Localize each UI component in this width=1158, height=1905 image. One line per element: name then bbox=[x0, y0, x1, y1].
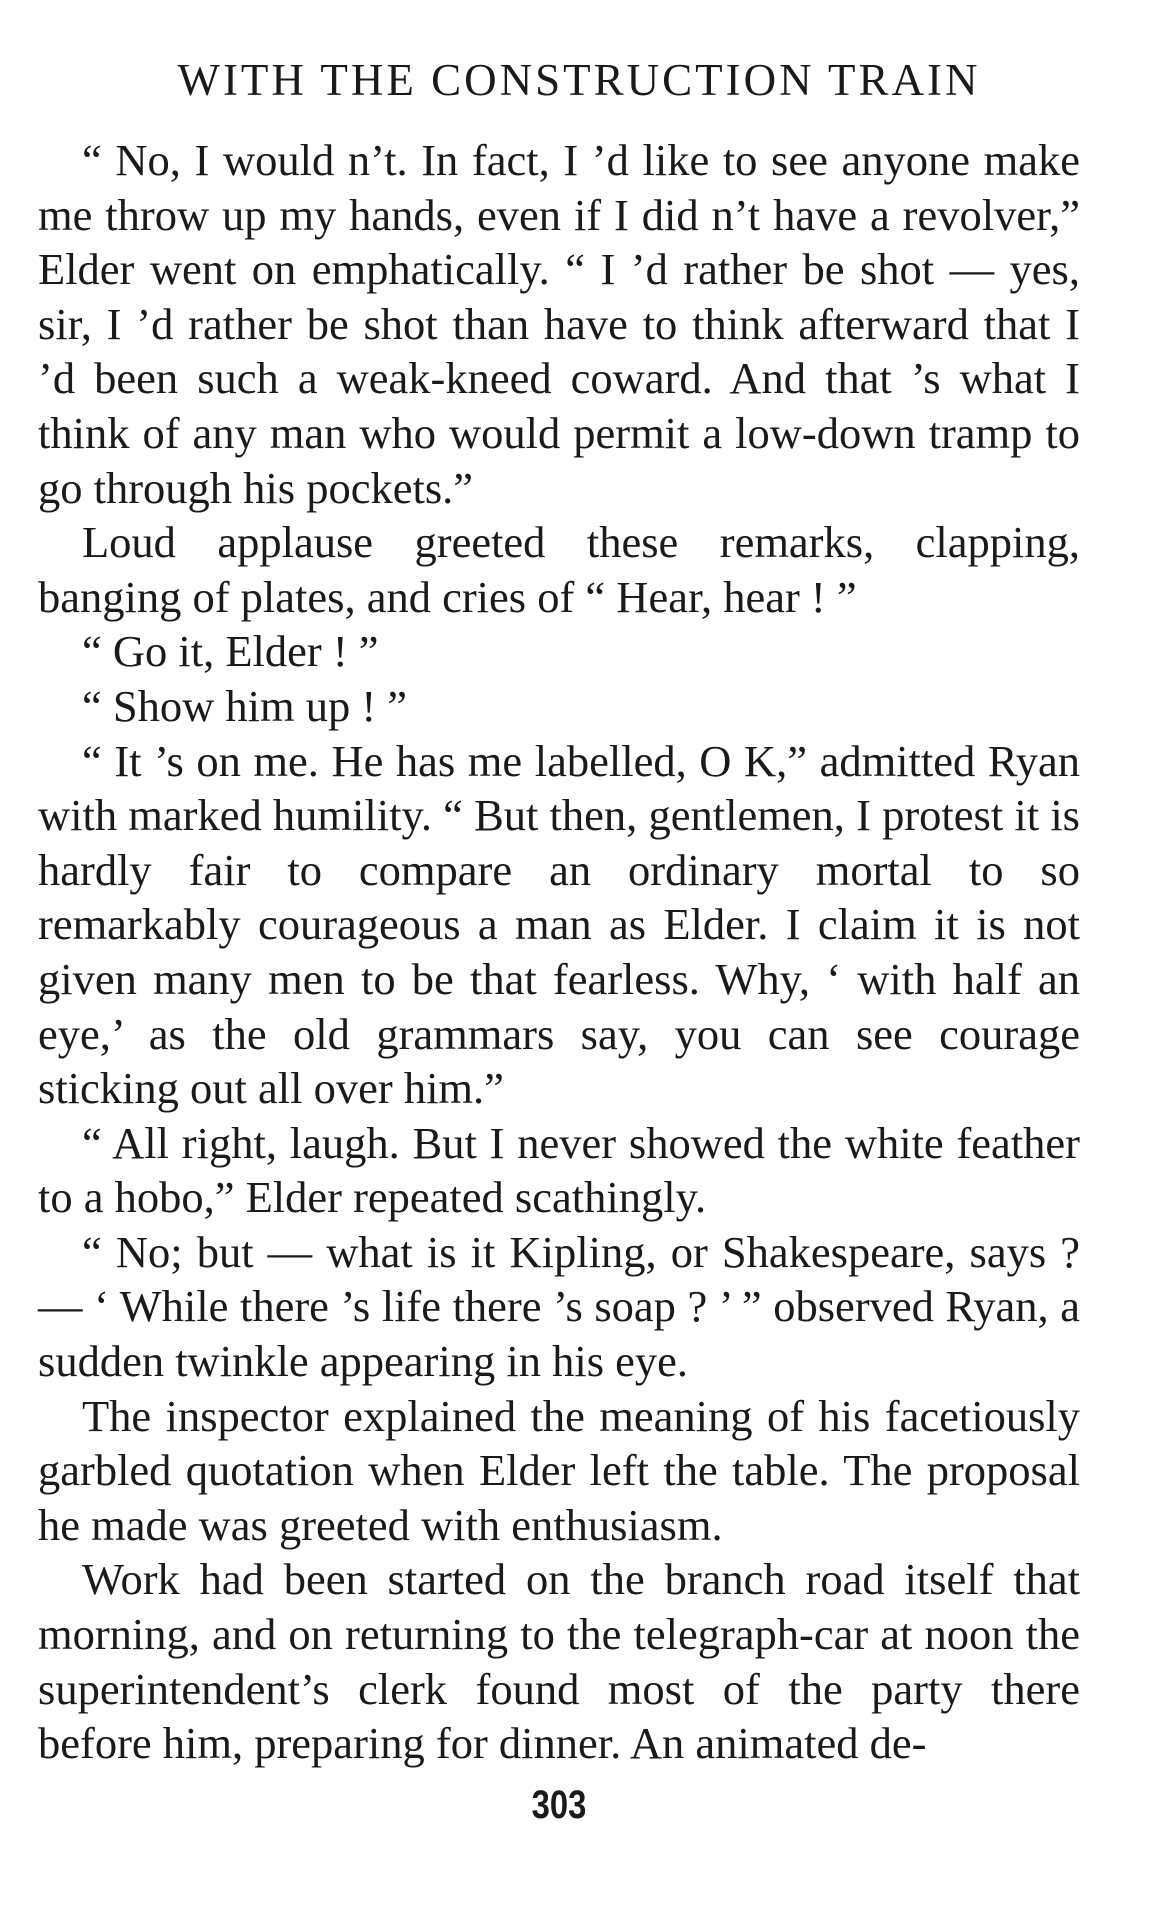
paragraph-go-it: “ Go it, Elder ! ” bbox=[82, 626, 379, 677]
running-head: WITH THE CONSTRUCTION TRAIN bbox=[177, 55, 981, 105]
paragraph-show-him: “ Show him up ! ” bbox=[82, 680, 408, 731]
paragraph-elder-speech: “ No, I would n’t. In fact, I ’d like to see anyone make me throw up my hands, even if I did n’t have a revolver,” Elder went on emphatically. “ I ’d rather be shot — yes, sir, I ’d rather be shot than have to think afterward that I ’d been such a weak-kneed coward. And that ’s what I think of any man who would permit a low-down tramp to go through his pockets.” bbox=[38, 135, 1080, 513]
paragraph-ryan-soap: “ No; but — what is it Kipling, or Shakespeare, says ? — ‘ While there ’s life there ’s soap ? ’ ” observed Ryan, a sudden twinkle appearing in his eye. bbox=[38, 1226, 1080, 1387]
paragraph-ryan-reply: “ It ’s on me. He has me labelled, O K,” admitted Ryan with marked humility. “ But then, gentlemen, I protest it is hardly fair to compare an ordinary mortal to so remarkably courageous a man as Elder. I claim it is not given many men to be that fearless. Why, ‘ with half an eye,’ as the old grammars say, you can see courage sticking out all over him.” bbox=[38, 735, 1080, 1114]
page-number: 303 bbox=[531, 1783, 587, 1827]
paragraph-inspector: The inspector explained the meaning of his facetiously garbled quotation when Elder left the table. The proposal he made was greeted with enthusiasm. bbox=[38, 1390, 1080, 1550]
body-text bbox=[38, 133, 1080, 1771]
book-page bbox=[38, 0, 1120, 1905]
paragraph-work-started: Work had been started on the branch road itself that morning, and on returning to the telegraph-car at noon the superintendent’s clerk found most of the party there before him, preparing for dinner. An animated de- bbox=[38, 1554, 1080, 1769]
paragraph-elder-laugh: “ All right, laugh. But I never showed the white feather to a hobo,” Elder repeated scathingly. bbox=[38, 1117, 1080, 1223]
paragraph-applause: Loud applause greeted these remarks, clapping, banging of plates, and cries of “ Hear, hear ! ” bbox=[38, 517, 1080, 622]
